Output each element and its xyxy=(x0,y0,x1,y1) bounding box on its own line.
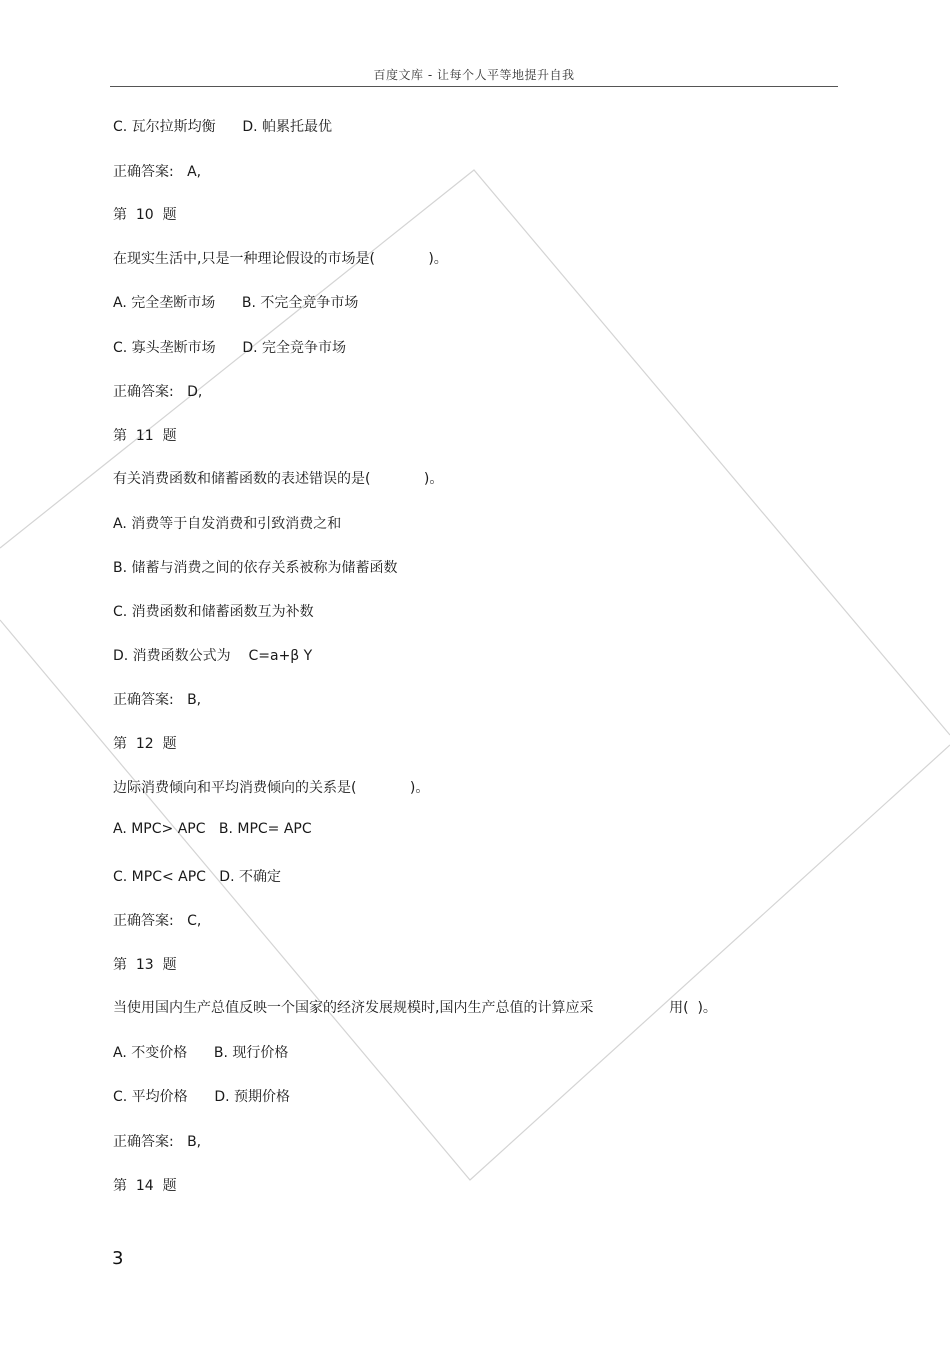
question-number: 第 13 题 xyxy=(113,957,177,973)
question-text: 边际消费倾向和平均消费倾向的关系是( )。 xyxy=(113,780,430,796)
answer-line: 正确答案: B, xyxy=(113,1134,202,1150)
option-d: D. 消费函数公式为 C=a+β Y xyxy=(113,648,313,664)
option-a: A. 消费等于自发消费和引致消费之和 xyxy=(113,516,342,532)
question-number: 第 10 题 xyxy=(113,207,177,223)
question-number: 第 12 题 xyxy=(113,736,177,752)
question-number: 第 11 题 xyxy=(113,428,177,444)
option-c: C. 消费函数和储蓄函数互为补数 xyxy=(113,604,314,620)
option-line-c-d: C. 寡头垄断市场 D. 完全竞争市场 xyxy=(113,340,347,356)
option-line-c-d: C. 瓦尔拉斯均衡 D. 帕累托最优 xyxy=(113,119,333,135)
question-text: 当使用国内生产总值反映一个国家的经济发展规模时,国内生产总值的计算应采 用( )。 xyxy=(113,1000,717,1016)
question-text: 在现实生活中,只是一种理论假设的市场是( )。 xyxy=(113,251,448,267)
question-text: 有关消费函数和储蓄函数的表述错误的是( )。 xyxy=(113,471,444,487)
page-header: 百度文库 - 让每个人平等地提升自我 xyxy=(373,68,575,82)
answer-line: 正确答案: D, xyxy=(113,384,203,400)
option-b: B. 储蓄与消费之间的依存关系被称为储蓄函数 xyxy=(113,560,398,576)
option-line-c-d: C. MPC< APC D. 不确定 xyxy=(113,869,281,885)
option-line-a-b: A. 完全垄断市场 B. 不完全竞争市场 xyxy=(113,295,359,311)
page-number: 3 xyxy=(112,1248,124,1269)
answer-line: 正确答案: A, xyxy=(113,164,202,180)
option-line-a-b: A. MPC> APC B. MPC= APC xyxy=(113,821,312,837)
question-number: 第 14 题 xyxy=(113,1178,177,1194)
option-line-a-b: A. 不变价格 B. 现行价格 xyxy=(113,1045,289,1061)
option-line-c-d: C. 平均价格 D. 预期价格 xyxy=(113,1089,291,1105)
header-divider xyxy=(110,86,838,87)
answer-line: 正确答案: C, xyxy=(113,913,202,929)
answer-line: 正确答案: B, xyxy=(113,692,202,708)
